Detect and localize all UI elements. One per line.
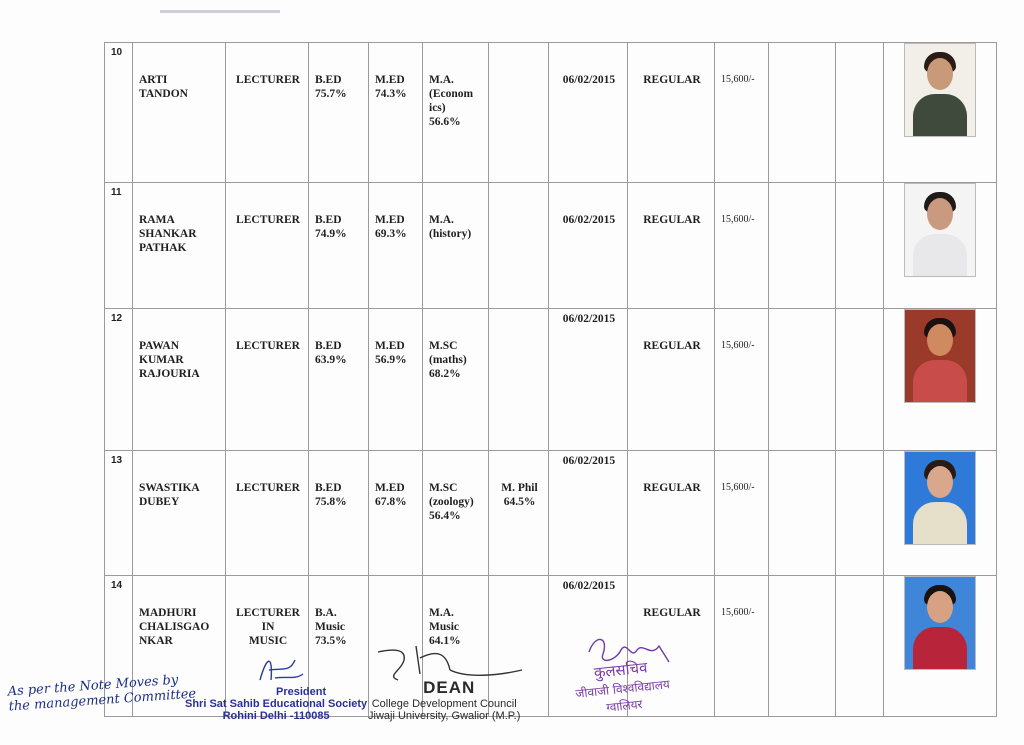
qualification-1: B.ED 75.7%	[315, 74, 347, 100]
staff-photo	[904, 451, 976, 545]
president-stamp	[185, 686, 367, 722]
qualification-3-cell	[423, 43, 489, 183]
employment-status: REGULAR	[643, 340, 701, 352]
qualification-1: B.ED 75.8%	[315, 482, 347, 508]
qualification-2-cell	[369, 43, 423, 183]
qualification-4	[489, 576, 548, 606]
scan-artifact	[160, 10, 280, 13]
designation: LECTURER IN MUSIC	[236, 607, 300, 647]
blank-cell-1-cell	[769, 43, 836, 183]
photo-cell	[884, 576, 997, 717]
qualification-2: M.ED 74.3%	[375, 74, 407, 100]
photo-cell	[884, 309, 997, 451]
qualification-3: M.A. (Econom ics) 56.6%	[429, 74, 474, 128]
qualification-3-cell	[423, 183, 489, 309]
employment-status-cell	[628, 43, 715, 183]
salary: 15,600/-	[721, 214, 755, 225]
joining-date-cell	[549, 43, 628, 183]
joining-date-cell	[549, 183, 628, 309]
registrar-title: कुलसचिव	[592, 658, 649, 682]
qualification-4-cell	[489, 451, 549, 576]
salary-cell	[715, 309, 769, 451]
salary: 15,600/-	[721, 482, 755, 493]
joining-date-cell	[549, 451, 628, 576]
qualification-2-cell	[369, 183, 423, 309]
designation: LECTURER	[236, 482, 300, 494]
qualification-4-cell	[489, 43, 549, 183]
blank-cell-2-cell	[836, 451, 884, 576]
salary-cell	[715, 43, 769, 183]
staff-name: ARTI TANDON	[139, 74, 188, 100]
qualification-3-cell	[423, 451, 489, 576]
staff-name: SWASTIKA DUBEY	[139, 482, 200, 508]
designation-cell	[226, 451, 309, 576]
registrar-city: ग्वालियर	[605, 697, 644, 715]
employment-status: REGULAR	[643, 214, 701, 226]
serial-number-cell	[105, 43, 133, 183]
qualification-2: M.ED 67.8%	[375, 482, 407, 508]
photo-wrap	[884, 43, 996, 137]
staff-name-cell	[133, 309, 226, 451]
joining-date: 06/02/2015	[562, 214, 616, 226]
blank-cell-1-cell	[769, 576, 836, 717]
serial-number-cell	[105, 451, 133, 576]
blank-cell-2-cell	[836, 183, 884, 309]
blank-cell-2	[836, 309, 883, 339]
designation-cell	[226, 183, 309, 309]
qualification-4-cell	[489, 309, 549, 451]
qualification-3: M.SC (maths) 68.2%	[429, 340, 467, 380]
handwritten-note: As per the Note Moves by the management Committee	[7, 672, 197, 715]
photo-wrap	[884, 576, 996, 670]
serial-number-cell	[105, 309, 133, 451]
salary-cell	[715, 183, 769, 309]
blank-cell-2	[836, 576, 883, 606]
joining-date: 06/02/2015	[562, 580, 616, 592]
blank-cell-2	[836, 451, 883, 481]
joining-date-cell	[549, 309, 628, 451]
blank-cell-1-cell	[769, 183, 836, 309]
qualification-4	[489, 309, 548, 339]
qualification-1: B.ED 63.9%	[315, 340, 347, 366]
employment-status: REGULAR	[643, 607, 701, 619]
dean-title: DEAN	[423, 678, 476, 697]
designation: LECTURER	[236, 214, 300, 226]
blank-cell-2-cell	[836, 43, 884, 183]
table-row	[105, 309, 997, 451]
blank-cell-2-cell	[836, 576, 884, 717]
photo-wrap	[884, 183, 996, 277]
serial-number: 13	[111, 455, 123, 466]
registrar-university: जीवाजी विश्वविद्यालय	[574, 677, 671, 701]
registrar-stamp	[572, 655, 672, 719]
staff-name-cell	[133, 451, 226, 576]
qualification-3: M.A. (history)	[429, 214, 472, 240]
society-name: Shri Sat Sahib Educational Society	[185, 698, 368, 710]
joining-date: 06/02/2015	[562, 313, 616, 325]
staff-name: MADHURI CHALISGAO NKAR	[139, 607, 210, 647]
qualification-4: M. Phil 64.5%	[501, 482, 538, 508]
staff-name: RAMA SHANKAR PATHAK	[139, 214, 197, 254]
serial-number: 10	[111, 47, 123, 58]
qualification-3-cell	[423, 309, 489, 451]
qualification-4	[489, 43, 548, 73]
serial-number: 14	[111, 580, 123, 591]
staff-photo	[904, 576, 976, 670]
photo-wrap	[884, 309, 996, 403]
joining-date: 06/02/2015	[562, 74, 616, 86]
society-city: Rohini Delhi -110085	[222, 710, 330, 722]
blank-cell-1	[769, 309, 835, 339]
blank-cell-1-cell	[769, 451, 836, 576]
qualification-3: M.A. Music 64.1%	[429, 607, 461, 647]
joining-date: 06/02/2015	[562, 455, 616, 467]
photo-cell	[884, 451, 997, 576]
qualification-1-cell	[309, 43, 369, 183]
qualification-2-cell	[369, 309, 423, 451]
designation-cell	[226, 43, 309, 183]
qualification-4-cell	[489, 183, 549, 309]
salary-cell	[715, 451, 769, 576]
blank-cell-1	[769, 451, 835, 481]
employment-status-cell	[628, 451, 715, 576]
serial-number: 11	[111, 187, 122, 198]
table-row	[105, 451, 997, 576]
blank-cell-1-cell	[769, 309, 836, 451]
dean-stamp	[368, 678, 520, 722]
salary: 15,600/-	[721, 340, 755, 351]
table-row	[105, 183, 997, 309]
qualification-2: M.ED 69.3%	[375, 214, 407, 240]
qualification-2-cell	[369, 451, 423, 576]
qualification-2	[369, 576, 422, 606]
qualification-3: M.SC (zoology) 56.4%	[429, 482, 474, 522]
photo-cell	[884, 183, 997, 309]
staff-table	[104, 42, 997, 717]
employment-status: REGULAR	[643, 74, 701, 86]
salary: 15,600/-	[721, 74, 755, 85]
staff-photo	[904, 183, 976, 277]
staff-name-cell	[133, 43, 226, 183]
qualification-2: M.ED 56.9%	[375, 340, 407, 366]
blank-cell-2	[836, 43, 883, 73]
president-title: President	[276, 686, 327, 698]
staff-photo	[904, 309, 976, 403]
designation: LECTURER	[236, 74, 300, 86]
qualification-1-cell	[309, 309, 369, 451]
staff-name: PAWAN KUMAR RAJOURIA	[139, 340, 200, 380]
qualification-1-cell	[309, 451, 369, 576]
table-row	[105, 43, 997, 183]
staff-photo	[904, 43, 976, 137]
blank-cell-1	[769, 576, 835, 606]
employment-status: REGULAR	[643, 482, 701, 494]
serial-number-cell	[105, 183, 133, 309]
photo-cell	[884, 43, 997, 183]
blank-cell-1	[769, 43, 835, 73]
photo-wrap	[884, 451, 996, 545]
designation-cell	[226, 309, 309, 451]
dean-university: Jiwaji University, Gwalior (M.P.)	[368, 710, 521, 722]
designation: LECTURER	[236, 340, 300, 352]
blank-cell-2	[836, 183, 883, 213]
blank-cell-1	[769, 183, 835, 213]
salary-cell	[715, 576, 769, 717]
qualification-1: B.ED 74.9%	[315, 214, 347, 240]
employment-status-cell	[628, 309, 715, 451]
qualification-1-cell	[309, 183, 369, 309]
salary: 15,600/-	[721, 607, 755, 618]
employment-status-cell	[628, 183, 715, 309]
blank-cell-2-cell	[836, 309, 884, 451]
president-signature	[255, 650, 305, 690]
serial-number: 12	[111, 313, 123, 324]
dean-council: College Development Council	[371, 698, 517, 710]
qualification-1: B.A. Music 73.5%	[315, 607, 347, 647]
qualification-4	[489, 183, 548, 213]
staff-name-cell	[133, 183, 226, 309]
